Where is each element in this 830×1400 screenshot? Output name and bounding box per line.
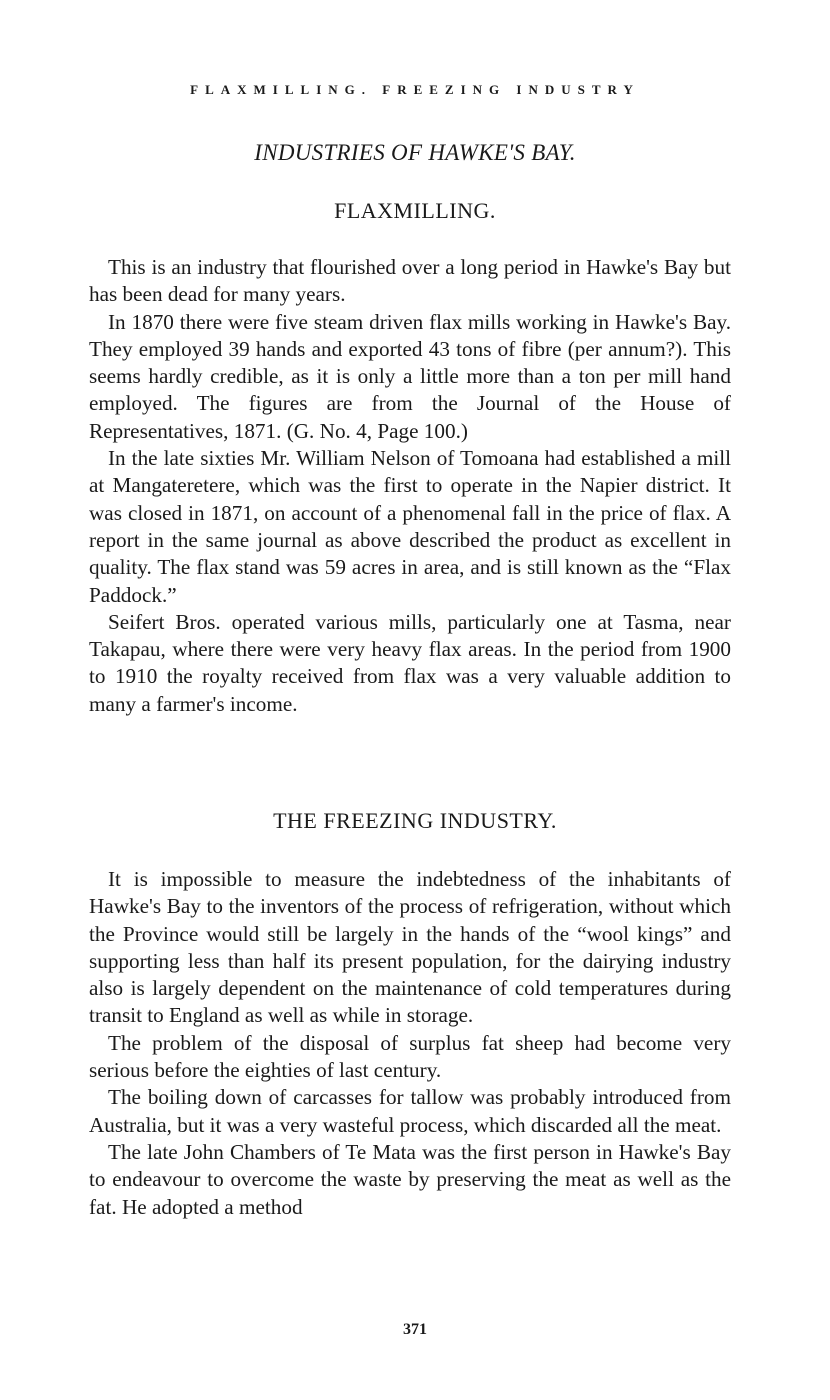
section-heading-flaxmilling: FLAXMILLING. xyxy=(334,198,496,223)
freezing-industry-body xyxy=(89,866,731,1221)
paragraph: In the late sixties Mr. William Nelson of Tomoana had established a mill at Mangateretere, which was the first to operate in the Napier district. It was closed in 1871, on account of a phenomenal fall in the price of flax. A report in the same journal as above described the product as excellent in quality. The flax stand was 59 acres in area, and is still known as the “Flax Paddock.” xyxy=(89,446,731,607)
flaxmilling-body xyxy=(89,254,731,718)
running-head: FLAXMILLING. FREEZING INDUSTRY xyxy=(190,82,640,97)
paragraph: The boiling down of carcasses for tallow was probably introduced from Australia, but it was a very wasteful process, which discarded all the meat. xyxy=(89,1085,731,1137)
paragraph: In 1870 there were five steam driven flax mills working in Hawke's Bay. They employed 39 hands and exported 43 tons of fibre (per annum?). This seems hardly credible, as it is only a little more than a ton per mill hand employed. The figures are from the Journal of the House of Representatives, 1871. (G. No. 4, Page 100.) xyxy=(89,309,731,443)
paragraph: The problem of the disposal of surplus fat sheep had become very serious before the eighties of last century. xyxy=(89,1030,731,1083)
paragraph: The late John Chambers of Te Mata was the first person in Hawke's Bay to endeavour to overcome the waste by preserving the meat as well as the fat. He adopted a method xyxy=(89,1139,731,1219)
section-heading-freezing-industry: THE FREEZING INDUSTRY. xyxy=(273,808,557,833)
paragraph: This is an industry that flourished over a long period in Hawke's Bay but has been dead for many years. xyxy=(89,255,731,307)
page-number: 371 xyxy=(403,1321,427,1338)
page-title: INDUSTRIES OF HAWKE'S BAY. xyxy=(254,140,576,165)
paragraph: It is impossible to measure the indebtedness of the inhabitants of Hawke's Bay to the inventors of the process of refrigeration, without which the Province would still be largely in the hands of the “wool kings” and supporting less than half its present population, for the dairying industry also is largely dependent on the maintenance of cold temperatures during transit to England as well as while in storage. xyxy=(89,867,731,1028)
paragraph: Seifert Bros. operated various mills, particularly one at Tasma, near Takapau, where there were very heavy flax areas. In the period from 1900 to 1910 the royalty received from flax was a very valuable addition to many a farmer's income. xyxy=(89,609,731,716)
